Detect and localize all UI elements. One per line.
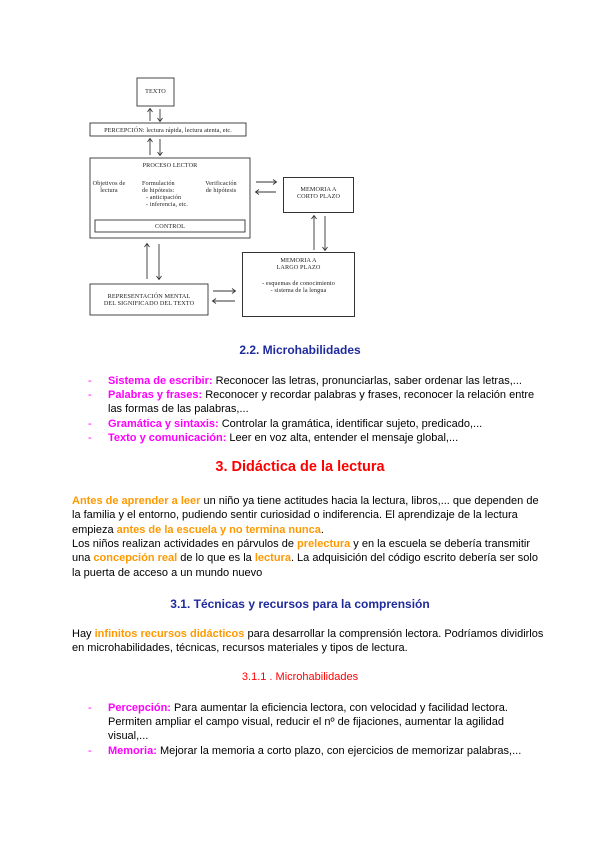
item-text: Leer en voz alta, entender el mensaje global,... xyxy=(226,431,459,444)
item-text: Controlar la gramática, identificar sujeto, predicado,... xyxy=(218,417,483,430)
list-item xyxy=(88,417,538,431)
list-dash: - xyxy=(88,389,92,402)
text: Los niños realizan actividades en párvulos de xyxy=(72,538,298,550)
heading-3: 3. Didáctica de la lectura xyxy=(215,459,385,475)
list-dash: - xyxy=(88,744,92,757)
objetivos-label xyxy=(92,180,126,194)
memoria-largo-line2: LARGO PLAZO xyxy=(276,264,321,271)
percepcion-label: PERCEPCIÓN: lectura rápida, lectura atenta, etc. xyxy=(104,127,232,134)
verificacion-line2: de hipótesis xyxy=(205,187,237,194)
microhabilidades-3-1-1-list xyxy=(88,701,538,758)
text: y en la escuela se debería transmitir una xyxy=(72,538,530,565)
item-term: Sistema de escribir: xyxy=(108,375,213,387)
item-term: Gramática y sintaxis: xyxy=(108,417,219,430)
formulacion-label xyxy=(142,180,202,208)
list-item xyxy=(88,744,538,758)
proceso-title: PROCESO LECTOR xyxy=(142,162,198,169)
memoria-corto-line1: MEMORIA A xyxy=(300,186,337,193)
highlight: Antes de aprender a leer xyxy=(72,495,201,507)
list-item xyxy=(88,431,538,445)
list-item xyxy=(88,374,538,388)
texto-label: TEXTO xyxy=(145,88,166,95)
item-text: Reconocer y recordar palabras y frases, reconocer la relación entre las formas de las palabras,... xyxy=(108,389,535,416)
representacion-line1: REPRESENTACIÓN MENTAL xyxy=(107,293,191,300)
highlight: infinitos recursos didácticos xyxy=(94,628,245,640)
list-dash: - xyxy=(88,702,92,714)
list-item xyxy=(88,388,538,416)
item-term: Palabras y frases: xyxy=(108,389,203,402)
paragraph-ninos xyxy=(72,537,544,580)
heading-3-1-1: 3.1.1 . Microhabilidades xyxy=(241,671,359,683)
item-text: Para aumentar la eficiencia lectora, con velocidad y facilidad lectora. Permiten ampliar el campo visual, reducir el nº de fijaciones, aumentar la agilidad visual,... xyxy=(108,702,508,743)
microhabilidades-list xyxy=(88,374,538,445)
verificacion-line1: Verificación xyxy=(205,180,237,187)
item-text: Reconocer las letras, pronunciarlas, saber ordenar las letras,... xyxy=(212,375,522,387)
objetivos-line2: lectura xyxy=(100,187,118,194)
memoria-largo-label xyxy=(243,257,354,294)
objetivos-line1: Objetivos de xyxy=(92,180,126,187)
text: un niño ya tiene actitudes hacia la lectura, libros,... que dependen de la familia y el entorno, pudiendo sentir curiosidad o indiferencia. El aprendizaje de la lectura empieza xyxy=(72,495,539,536)
list-item xyxy=(88,701,538,744)
memoria-largo-line1: MEMORIA A xyxy=(280,257,317,264)
memoria-largo-line4: - sistema de la lengua xyxy=(270,287,327,294)
memoria-corto-label xyxy=(284,186,353,200)
highlight: prelectura xyxy=(297,538,351,550)
heading-2-2: 2.2. Microhabilidades xyxy=(239,343,361,357)
highlight: concepción real xyxy=(93,552,178,565)
formulacion-line1: Formulación xyxy=(142,180,175,187)
text: de lo que es la xyxy=(177,552,255,565)
control-label: CONTROL xyxy=(155,223,185,230)
memoria-largo-box xyxy=(242,252,355,317)
item-term: Percepción: xyxy=(108,702,171,714)
list-dash: - xyxy=(88,375,92,387)
memoria-largo-line3: - esquemas de conocimiento xyxy=(262,280,335,287)
item-term: Memoria: xyxy=(108,744,157,757)
formulacion-line2: de hipótesis: xyxy=(142,187,175,194)
representacion-line2: DEL SIGNIFICADO DEL TEXTO xyxy=(103,300,195,307)
memoria-arrows xyxy=(305,214,335,254)
memoria-corto-line2: CORTO PLAZO xyxy=(296,193,341,200)
representacion-text xyxy=(90,293,208,307)
text: . La adquisición del código escrito debería ser solo la puerta de acceso a un mundo nuevo xyxy=(72,552,538,579)
item-term: Texto y comunicación: xyxy=(108,431,227,444)
highlight: lectura xyxy=(254,552,291,565)
formulacion-line4: - inferencia, etc. xyxy=(146,201,188,208)
memoria-corto-box xyxy=(283,177,354,213)
list-dash: - xyxy=(88,417,92,430)
heading-3-1: 3.1. Técnicas y recursos para la comprensión xyxy=(170,597,430,611)
paragraph-recursos xyxy=(72,627,544,656)
item-text: Mejorar la memoria a corto plazo, con ejercicios de memorizar palabras,... xyxy=(156,744,522,757)
list-dash: - xyxy=(88,431,92,444)
formulacion-line3: - anticipación xyxy=(146,194,182,201)
paragraph-antes xyxy=(72,494,544,537)
text: . xyxy=(320,523,324,536)
verificacion-label xyxy=(200,180,242,194)
text: Hay xyxy=(72,628,95,640)
text: para desarrollar la comprensión lectora. Podríamos dividirlos en microhabilidades, técnicas, recursos materiales y tipos de lectura. xyxy=(72,628,544,655)
highlight: antes de la escuela y no termina nunca xyxy=(116,523,321,536)
